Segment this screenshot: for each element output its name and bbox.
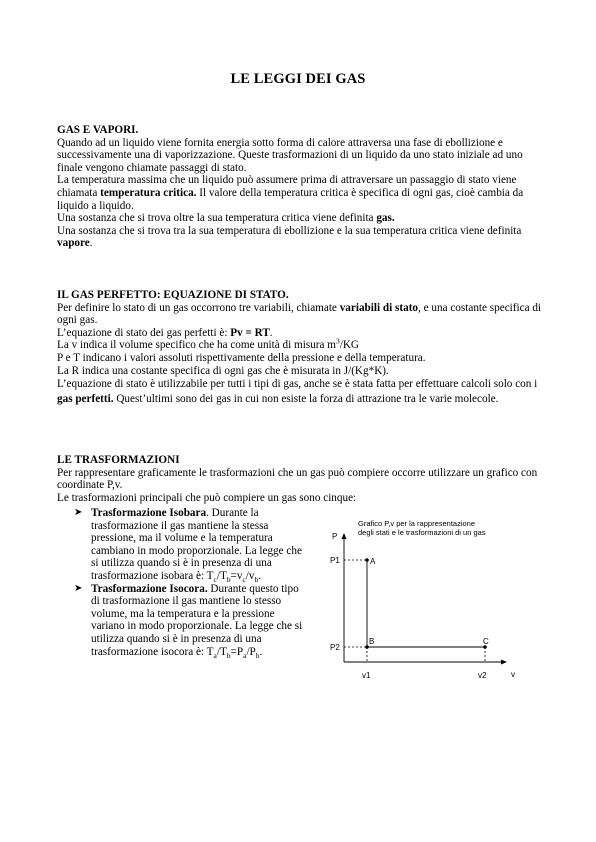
list-item-isobara: ➤ Trasformazione Isobara. Durante la trasformazione il gas mantiene la stessa pressione, ma il volume e la temperatura cambiano in modo proporzionale. La legge che si utilizza quando si è in presenza di una trasformazione isobara è: $T_c/T_b=v_c/v_b$.: [74, 507, 302, 585]
section-gas-perfetto: [57, 289, 547, 406]
paragraph: P e T indicano i valori assoluti rispettivamente della pressione e della temperatura.: [57, 351, 426, 364]
paragraph: Per definire lo stato di un gas occorrono tre variabili, chiamate variabili di stato, e una costante specifica di ogni gas.: [57, 301, 542, 327]
point-a-label: A: [370, 557, 376, 566]
p2-label: P2: [330, 643, 340, 652]
section-heading: LE TRASFORMAZIONI: [57, 454, 180, 466]
x-axis-label: v: [511, 670, 515, 679]
v1-label: v1: [362, 671, 371, 680]
x-axis-arrowhead: [501, 660, 507, 665]
section-gas-e-vapori: [57, 124, 547, 250]
diagram-caption-line1: Grafico P,v per la rappresentazione: [358, 519, 476, 528]
y-axis-arrowhead: [342, 533, 347, 539]
paragraph: Le trasformazioni principali che può compiere un gas sono cinque:: [57, 491, 357, 504]
arrow-bullet-icon: ➤: [74, 507, 83, 518]
diagram-caption-line2: degli stati e le trasformazioni di un gas: [358, 528, 486, 537]
section-heading: IL GAS PERFETTO: EQUAZIONE DI STATO.: [57, 289, 289, 301]
pv-diagram: [325, 517, 525, 687]
page-title: LE LEGGI DEI GAS: [230, 71, 366, 87]
paragraph: L’equazione di stato è utilizzabile per tutti i tipi di gas, anche se è stata fatta per effettuare calcoli solo con i gas perfetti. Quest’ultimi sono dei gas in cui non esiste la forza di attrazione tra le varie molecole.: [57, 378, 538, 405]
y-axis-label: P: [332, 532, 338, 541]
p1-label: P1: [330, 556, 340, 565]
paragraph: La temperatura massima che un liquido può assumere prima di attraversare un passaggio di stato viene chiamata temperatura critica. Il valore della temperatura critica è specifica di ogni gas, cioè cambia da liquido a liquido.: [57, 174, 524, 212]
point-b-label: B: [369, 637, 375, 646]
paragraph: La R indica una costante specifica di ogni gas che è misurata in J/(Kg*K).: [57, 364, 389, 377]
v2-label: v2: [478, 671, 487, 680]
paragraph: Quando ad un liquido viene fornita energia sotto forma di calore attraversa una fase di ebollizione e successivamente una di vaporizzazione. Queste trasformazioni di un liquido da uno stato iniziale ad uno finale vengono chiamate passaggi di stato.: [57, 136, 523, 174]
paragraph: La v indica il volume specifico che ha come unità di misura $m^3/KG$: [57, 336, 360, 352]
paragraph: Una sostanza che si trova oltre la sua temperatura critica viene definita gas.: [57, 212, 395, 225]
list-item-isocora: ➤ Trasformazione Isocora. Durante questo tipo di trasformazione il gas mantiene lo stesso volume, ma la temperatura e la pressione variano in modo proporzionale. La legge che si utilizza quando si è in presenza di una trasformazione isocora è: $T_a/T_b=P_a/P_b$.: [74, 582, 303, 660]
point-c-label: C: [483, 637, 489, 646]
section-heading: GAS E VAPORI.: [57, 124, 139, 136]
arrow-bullet-icon: ➤: [74, 582, 83, 594]
paragraph: Per rappresentare graficamente le trasformazioni che un gas può compiere occorre utilizzare un grafico con coordinate P,v.: [57, 466, 538, 492]
transformations-list: [74, 507, 310, 658]
section-trasformazioni: [57, 454, 547, 504]
paragraph: Una sostanza che si trova tra la sua temperatura di ebollizione e la sua temperatura critica viene definita vapore.: [57, 224, 522, 250]
point-a: [365, 558, 369, 562]
paragraph: L’equazione di stato dei gas perfetti è: Pv = RT.: [57, 326, 273, 339]
